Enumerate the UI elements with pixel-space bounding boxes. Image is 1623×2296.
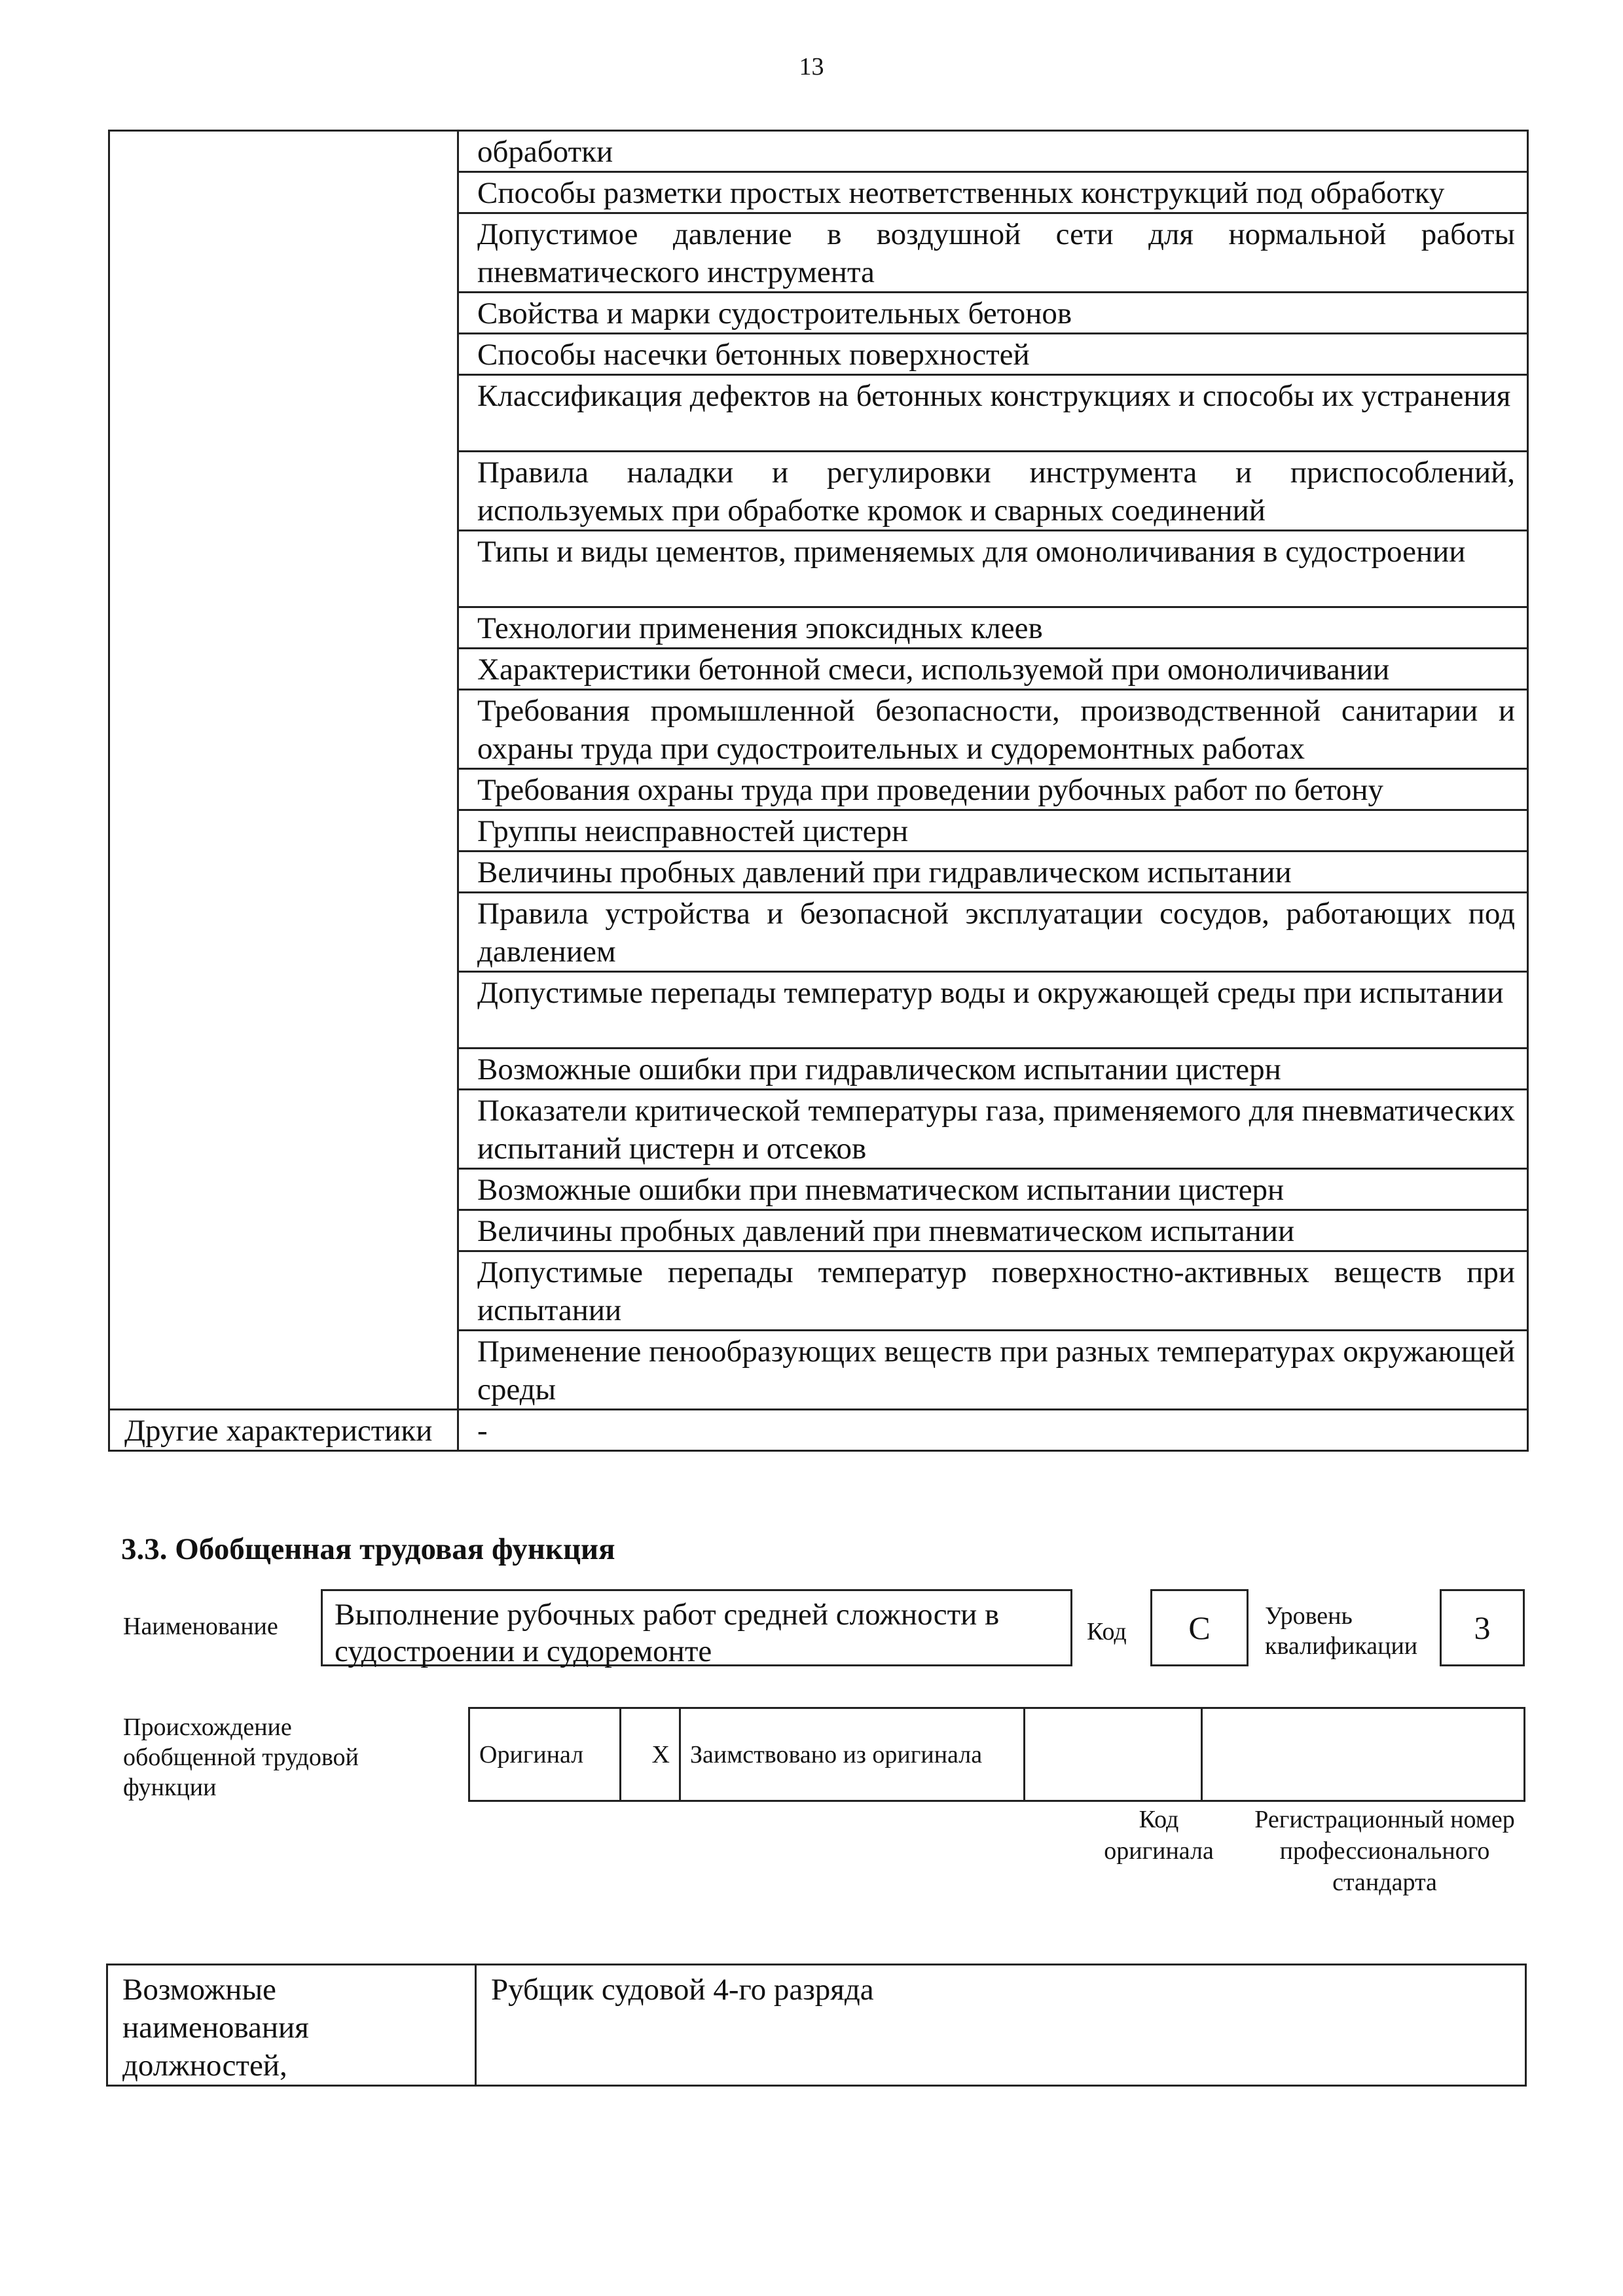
- registration-number-cell: [1202, 1708, 1525, 1801]
- knowledge-table: [108, 130, 1529, 1452]
- positions-value: Рубщик судовой 4-го разряда: [476, 1965, 1526, 2086]
- knowledge-item: Технологии применения эпоксидных клеев: [458, 607, 1528, 649]
- knowledge-item: Характеристики бетонной смеси, используемой при омоноличивании: [458, 649, 1528, 690]
- knowledge-item: Типы и виды цементов, применяемых для омоноличивания в судостроении: [458, 531, 1528, 607]
- origin-table: [468, 1707, 1525, 1802]
- knowledge-row: [109, 131, 1528, 172]
- original-label: Оригинал: [469, 1708, 621, 1801]
- knowledge-item: Правила наладки и регулировки инструмента и приспособлений, используемых при обработке кромок и сварных соединений: [458, 452, 1528, 531]
- knowledge-label-cell: [109, 131, 458, 1410]
- other-characteristics-value: -: [458, 1410, 1528, 1451]
- knowledge-item: Требования промышленной безопасности, производственной санитарии и охраны труда при судостроительных и судоремонтных работах: [458, 690, 1528, 769]
- registration-number-caption: Регистрационный номер профессионального стандарта: [1254, 1806, 1515, 1896]
- positions-table: [106, 1964, 1527, 2087]
- knowledge-item: обработки: [458, 131, 1528, 172]
- knowledge-item: Способы разметки простых неответственных конструкций под обработку: [458, 172, 1528, 213]
- knowledge-item: Допустимые перепады температур поверхностно-активных веществ при испытании: [458, 1251, 1528, 1331]
- origin-label: Происхождение обобщенной трудовой функции: [123, 1713, 359, 1801]
- level-label: Уровень квалификации: [1265, 1602, 1418, 1660]
- knowledge-item: Свойства и марки судостроительных бетонов: [458, 293, 1528, 334]
- code-label: Код: [1087, 1618, 1127, 1645]
- original-code-caption: Код оригинала: [1104, 1806, 1214, 1865]
- knowledge-item: Применение пенообразующих веществ при разных температурах окружающей среды: [458, 1331, 1528, 1410]
- function-name-value: Выполнение рубочных работ средней сложности в судостроении и судоремонте: [321, 1589, 1072, 1666]
- other-characteristics-label: Другие характеристики: [109, 1410, 458, 1451]
- knowledge-item: Возможные ошибки при пневматическом испытании цистерн: [458, 1169, 1528, 1210]
- level-value: 3: [1440, 1589, 1525, 1666]
- other-characteristics-row: [109, 1410, 1528, 1451]
- knowledge-item: Классификация дефектов на бетонных конструкциях и способы их устранения: [458, 375, 1528, 452]
- page-number: 13: [799, 53, 824, 81]
- knowledge-item: Величины пробных давлений при гидравлическом испытании: [458, 852, 1528, 893]
- name-label: Наименование: [123, 1613, 278, 1640]
- original-code-cell: [1025, 1708, 1202, 1801]
- knowledge-item: Правила устройства и безопасной эксплуатации сосудов, работающих под давлением: [458, 893, 1528, 972]
- knowledge-item: Способы насечки бетонных поверхностей: [458, 334, 1528, 375]
- positions-label: Возможные наименования должностей,: [107, 1965, 476, 2086]
- knowledge-item: Величины пробных давлений при пневматическом испытании: [458, 1210, 1528, 1251]
- knowledge-item: Требования охраны труда при проведении рубочных работ по бетону: [458, 769, 1528, 810]
- knowledge-table-body: [109, 131, 1528, 1451]
- knowledge-item: Допустимые перепады температур воды и окружающей среды при испытании: [458, 972, 1528, 1049]
- code-value: C: [1150, 1589, 1249, 1666]
- knowledge-item: Возможные ошибки при гидравлическом испытании цистерн: [458, 1049, 1528, 1090]
- knowledge-item: Группы неисправностей цистерн: [458, 810, 1528, 852]
- knowledge-item: Показатели критической температуры газа, применяемого для пневматических испытаний цистерн и отсеков: [458, 1090, 1528, 1169]
- original-mark: X: [621, 1708, 680, 1801]
- knowledge-item: Допустимое давление в воздушной сети для нормальной работы пневматического инструмента: [458, 213, 1528, 293]
- section-heading: 3.3. Обобщенная трудовая функция: [121, 1532, 615, 1566]
- borrowed-label: Заимствовано из оригинала: [680, 1708, 1025, 1801]
